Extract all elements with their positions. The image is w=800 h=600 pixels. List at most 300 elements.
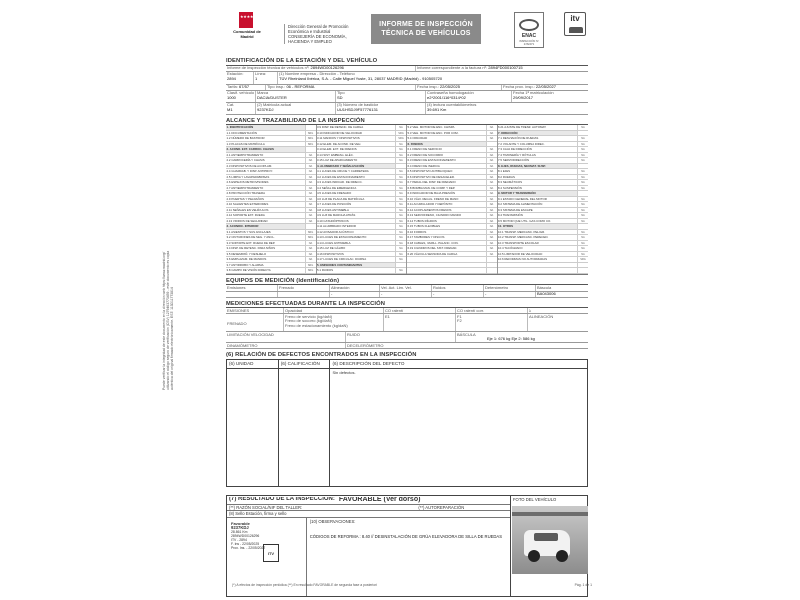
- alcance-item-mark: NA: [395, 241, 406, 246]
- alcance-item-label: 10. OTROS: [498, 224, 578, 229]
- defects-col-description: (6) DESCRIPCIÓN DEL DEFECTO: [332, 360, 405, 366]
- alcance-item-label: 6.20 VÁLVULA SENSORA DE CARGA: [407, 251, 458, 256]
- alcance-item-mark: NA: [395, 268, 406, 273]
- alcance-item-mark: NA: [486, 153, 497, 158]
- alcance-item-label: 4.4 SEÑAL DE EMERGENCIA: [317, 185, 357, 190]
- alcance-item-label: 4.1 LUCES DE CRUCE Y CARRETERA: [317, 169, 369, 174]
- alcance-item-mark: NA: [577, 136, 588, 141]
- alcance-item-label: 4.3 LUCES INDICAD. DE DIRECC.: [317, 180, 363, 185]
- alcance-item-label: 7.3 CAJA DE DIRECCIÓN: [498, 147, 532, 152]
- alcance-item-mark: NA: [577, 186, 588, 191]
- alcance-item-mark: SRG: [305, 235, 316, 240]
- e1-label: E1: [385, 314, 390, 319]
- alcance-item-mark: NA: [305, 169, 316, 174]
- alcance-item-mark: NA: [395, 197, 406, 202]
- alcance-item-label: 5.2 VEH. MOTOR DE ENC. CHISPA: [407, 125, 455, 130]
- alcance-item-label: 9.1 ESTADO GENERAL DEL MOTOR: [498, 196, 547, 201]
- observations-label: (10) OBSERVACIONES:: [309, 518, 356, 524]
- vehicle-class: 1000: [227, 94, 236, 100]
- license-plate: 9237KDJ: [257, 106, 274, 112]
- alcance-item-mark: SRG: [305, 263, 316, 268]
- alcance-item-mark: [486, 142, 497, 147]
- alcance-item-label: 6.7 PEDAL DEL DISP. DE FRENADO: [407, 180, 456, 185]
- alcance-item-label: 3.13 ELEM. EXT. DE FRENOS: [317, 147, 357, 152]
- alcance-item-mark: NA: [486, 224, 497, 229]
- brake-e1: [384, 314, 456, 331]
- alcance-item-mark: [305, 224, 316, 229]
- alcance-item-mark: NA: [486, 164, 497, 169]
- org-name: Comunidad de Madrid: [233, 29, 261, 39]
- class-cell: [226, 91, 256, 102]
- alcance-item-label: 1. IDENTIFICACIÓN: [226, 125, 305, 130]
- alcance-item-mark: NA: [305, 158, 316, 163]
- tariff-cell: [226, 85, 266, 90]
- next-insp-date: 22/05/2027: [535, 84, 556, 89]
- brake-types: [284, 314, 384, 331]
- alcance-item-mark: NA: [395, 175, 406, 180]
- alcance-item-label: 6. FRENOS: [407, 142, 486, 147]
- stamp-title: Favorable: [231, 520, 250, 526]
- enac-logo: [514, 12, 544, 48]
- alcance-item-label: [407, 257, 486, 262]
- side-note-line: utilizando el código seguro de verificación (CSV) 1279463773459 - este documento es copia: [166, 250, 171, 390]
- alcance-item-label: 1.3 PLACAS DE MATRÍCULA: [226, 141, 265, 146]
- braking-label: FRENADO: [226, 314, 284, 331]
- alcance-item-label: 8.1 EJES: [498, 169, 511, 174]
- alcance-item-label: 8. EJES, RUEDAS, NEUMAT. SUSP.: [498, 164, 578, 169]
- alcance-item-label: 2.4 GUARDAB. Y DISP. ANTIPROY.: [226, 169, 273, 174]
- alcance-item-mark: NA: [305, 191, 316, 196]
- report-title: [371, 14, 481, 44]
- alcance-item-mark: NA: [486, 175, 497, 180]
- alcance-item-mark: NA: [305, 175, 316, 180]
- equipment-col-detenometer: Detenómetro: [484, 285, 536, 290]
- alcance-item-mark: NA: [577, 208, 588, 213]
- opacity-label: Opacidad: [284, 308, 384, 313]
- alcance-item-mark: NA: [486, 180, 497, 185]
- lambda-label: λ: [529, 308, 531, 313]
- alcance-item-mark: NA: [395, 169, 406, 174]
- car-wheel-icon: [556, 550, 568, 562]
- scale-cell: [456, 332, 588, 342]
- category-label: Cat.: [227, 102, 235, 108]
- alcance-item-mark: NA: [577, 252, 588, 257]
- alcance-item-mark: NA: [395, 125, 406, 130]
- alcance-item-label: 1.2 NÚMERO DE BASTIDOR: [226, 136, 265, 141]
- alcance-item-mark: NA: [486, 131, 497, 136]
- equipment-value: -: [380, 292, 432, 297]
- alcance-item-mark: SRG: [395, 131, 406, 136]
- directorate-line: HACIENDA Y EMPLEO: [288, 39, 332, 44]
- defects-section-title: (6) RELACIÓN DE DEFECTOS ENCONTRADOS EN LA INSPECCIÓN: [226, 352, 417, 359]
- alcance-item-label: 3.6 EMPLAZAM. DE MANDOS: [226, 257, 267, 262]
- alcance-item-mark: NA: [577, 235, 588, 240]
- insp-date-label: Fecha insp.:: [417, 84, 439, 89]
- alcance-item-label: [407, 268, 486, 273]
- defects-unit-cell: [227, 369, 279, 486]
- enac-label: ENAC: [521, 33, 537, 39]
- alcance-item-label: 9.2 SISTEMA DE ALIMENTACIÓN: [498, 202, 543, 207]
- alcance-item-label: 3.9 DISP. DE RETENC. DE CARGA: [317, 125, 364, 130]
- alcance-item-mark: NA: [486, 246, 497, 251]
- alcance-item-label: 8.3 NEUMÁTICOS: [498, 180, 523, 185]
- defects-table-header: [226, 359, 588, 369]
- alcance-column: [498, 125, 589, 274]
- alcance-item-label: 3.12 ELEM. DE ACOND. DE VEH.: [317, 141, 362, 146]
- equipment-value: [278, 292, 330, 297]
- equipment-value: -: [432, 292, 484, 297]
- alcance-item-mark: SRG: [577, 257, 588, 262]
- alcance-item-mark: NA: [395, 186, 406, 191]
- alcance-section-title: ALCANCE Y TRAZABILIDAD DE LA INSPECCIÓN: [226, 117, 588, 126]
- alcance-item-mark: [486, 268, 497, 273]
- alcance-item-label: 2.5 LIMPIA Y LAVAPARABRISAS: [226, 174, 270, 179]
- measurements-section-title: MEDICIONES EFECTUADAS DURANTE LA INSPECCIÓN: [226, 300, 588, 309]
- alcance-item-label: 4.2 LUCES DE ESTACIONAMIENTO: [317, 174, 365, 179]
- alcance-item-label: 7.5 SERVODIRECCIÓN: [498, 158, 530, 163]
- alcance-item-label: 3.11 MANDOS Y DISPOSITIVOS: [317, 136, 360, 141]
- alcance-item-mark: NA: [305, 180, 316, 185]
- report-title-line: INFORME DE INSPECCIÓN: [379, 21, 473, 28]
- alcance-item-mark: NA: [577, 213, 588, 218]
- alcance-item-mark: NA: [305, 197, 316, 202]
- alcance-item-mark: NA: [486, 219, 497, 224]
- line-cell: [254, 72, 278, 84]
- alcance-item-label: 6.14 TUBOS RÍGIDOS: [407, 218, 437, 223]
- rescue-brake-label: Freno de socorro (kg/daN): [285, 318, 332, 324]
- photo-background-bar: [512, 512, 588, 516]
- alcance-column: [407, 125, 498, 274]
- alcance-item-mark: NA: [305, 219, 316, 224]
- stamp-line: Prox. Ins. - 22/05/2027: [231, 545, 266, 550]
- side-note-line: Puede verificar la integridad de este documento en la dirección web https://www.madrid.org/: [162, 251, 166, 390]
- tariff: 67/57: [239, 84, 250, 89]
- alcance-item-label: 6.17 TAMBORES Y DISCOS: [407, 235, 445, 240]
- alcance-item-label: 4. ALUMBRADO Y SEÑALIZACIÓN: [317, 164, 396, 169]
- alcance-item-label: [407, 263, 486, 268]
- alcance-item-label: 2.10 SALIENTES EXTERIORES: [226, 202, 269, 207]
- speed-limit-label: LIMITACIÓN VELOCIDAD: [226, 332, 346, 342]
- alcance-item-label: 5.4 OPACIDAD: [407, 136, 428, 141]
- alcance-item-mark: [305, 125, 316, 130]
- type-cell: [336, 91, 426, 102]
- alcance-item-mark: [577, 263, 588, 268]
- alcance-item: [407, 268, 497, 274]
- report-number-cell: [226, 66, 416, 71]
- alcance-item: [226, 268, 316, 274]
- alcance-item-label: 1.1 DOCUMENTACIÓN: [226, 130, 257, 135]
- alcance-item-mark: NA: [395, 191, 406, 196]
- alcance-item-mark: NA: [395, 142, 406, 147]
- alcance-item-label: 4.6 LUZ DE PLACA DE MATRÍCULA: [317, 196, 365, 201]
- alcance-item-label: 4.5 LUCES DE FRENADO: [317, 191, 352, 196]
- equipment-value-row: [226, 292, 588, 298]
- alcance-item-label: 3. ACONDIC. INTERIOR: [226, 224, 305, 229]
- equipment-col-speed: Vel. Act. Lim. Vel.: [380, 285, 432, 290]
- directorate-text: [284, 24, 374, 44]
- alcance-item-mark: SRG: [305, 131, 316, 136]
- id-row-vehicle: [226, 91, 588, 103]
- alcance-item-mark: NA: [577, 180, 588, 185]
- alcance-item-mark: NA: [577, 169, 588, 174]
- alcance-item-mark: [577, 224, 588, 229]
- invoice-number: 2894FD000100715: [488, 65, 523, 70]
- alcance-item-mark: NA: [486, 158, 497, 163]
- alcance-item-label: 2.9 PUERTAS Y PELDAÑOS: [226, 196, 264, 201]
- alcance-item-mark: NA: [486, 230, 497, 235]
- homologation-label: Contraseña homologación: [427, 90, 474, 96]
- alcance-item-mark: NA: [395, 153, 406, 158]
- vehicle-category: M1: [227, 106, 233, 112]
- f2-label: F2: [457, 318, 462, 324]
- vehicle-photo: [512, 506, 588, 574]
- vin-cell: [336, 103, 426, 114]
- alcance-item-label: 6.15 TUBOS FLEXIBLES: [407, 224, 441, 229]
- co-label: CO ralentí: [384, 308, 456, 313]
- alcance-item-label: 7. DIRECCIÓN: [498, 131, 578, 136]
- alcance-item-mark: NA: [486, 125, 497, 130]
- service-brake-label: Freno de servicio (kg/daN): [285, 314, 333, 319]
- category-cell: [226, 103, 256, 114]
- alcance-item-label: 6.11 ACUMULADOR Y DEPÓSITO: [407, 202, 453, 207]
- alcance-item-label: 6.3 FRENO DE ESTACIONAMIENTO: [407, 158, 456, 163]
- alcance-item-label: 3.3 SOPORTE EXT. RUEDA DE REP.: [226, 240, 276, 245]
- alcance-item-label: 3.2 CINTURONES DE SEG. Y ANCL.: [226, 235, 275, 240]
- homologation-cell: [426, 91, 512, 102]
- alcance-item-label: 3.15 LUZ DE APARCAMIENTO: [317, 158, 358, 163]
- alcance-item-label: 4.8 LUCES ANTINIEBLA: [317, 207, 349, 212]
- result-left: [227, 496, 511, 596]
- alcance-item-label: 3.10 INDICADOR DE VELOCIDAD: [317, 130, 362, 135]
- equipment-col-emissions: Emisiones: [226, 285, 278, 290]
- result-title: (7) RESULTADO DE LA INSPECCIÓN:: [229, 497, 335, 503]
- alcance-column: [226, 125, 317, 274]
- defects-description: Sin defectos.: [332, 369, 356, 375]
- alcance-item-mark: [395, 263, 406, 268]
- alcance-item-label: 7.4 TIMONERÍA Y RÓTULAS: [498, 152, 536, 157]
- alcance-item-label: 4.16 DISPOSITIVOS: [317, 251, 344, 256]
- first-reg-date: 29/09/2017: [513, 94, 534, 100]
- alcance-item-label: 6.16 FORROS: [407, 229, 427, 234]
- km-cell: [426, 103, 588, 114]
- equipment-col-alignment: Alineación: [330, 285, 380, 290]
- alcance-item-label: 10.2 TRANSP. MERCANC. PERECED.: [498, 235, 549, 240]
- alcance-item-label: 6.2 FRENO DE SOCORRO: [407, 152, 443, 157]
- alcance-column: [317, 125, 408, 274]
- itv-label: itv: [570, 14, 580, 23]
- alcance-item-mark: NA: [305, 186, 316, 191]
- alcance-item-label: 6.13 SERVOFRENO, CILINDRO MANDO: [407, 213, 462, 218]
- stamp-line: F. Ins - 22/05/2025: [231, 541, 260, 546]
- report-number: 2894WD00126296: [310, 65, 344, 70]
- first-reg-cell: [512, 91, 588, 102]
- page-footer: [232, 583, 592, 587]
- directorate-line: Económica e Industrial: [288, 29, 331, 34]
- alcance-item-mark: NA: [395, 158, 406, 163]
- result-verdict: FAVORABLE (Ver dorso): [338, 497, 421, 503]
- plate-cell: [256, 103, 336, 114]
- alcance-item-mark: NA: [395, 213, 406, 218]
- alcance-item-mark: [577, 131, 588, 136]
- odometer-reading: 39.691 Km: [427, 106, 447, 112]
- alcance-item-label: 3.7 ANTIRROBO Y ALARMA: [226, 262, 264, 267]
- alcance-item-mark: NA: [577, 158, 588, 163]
- decelerometer-label: DECELERÓMETRO: [347, 343, 384, 348]
- result-section: [226, 495, 588, 597]
- equipment-col-noise: Ruidos: [432, 285, 484, 290]
- alcance-item-label: 6.5 DISPOSITIVO ANTIBLOQUEO: [407, 169, 453, 174]
- alcance-item-mark: NA: [395, 230, 406, 235]
- identification-section-title: IDENTIFICACIÓN DE LA ESTACIÓN Y DEL VEHÍCULO: [226, 57, 588, 66]
- type-label: Tipo: [337, 90, 345, 96]
- alcance-item-mark: NA: [486, 202, 497, 207]
- alcance-item-mark: [577, 268, 588, 273]
- first-reg-label: Fecha 1ª matriculación: [513, 90, 554, 96]
- alcance-item-mark: NA: [305, 257, 316, 262]
- directorate-line: Dirección General de Promoción: [288, 24, 349, 29]
- next-insp-label: Fecha prox. insp.:: [503, 84, 535, 89]
- alcance-item-label: 9. MOTOR Y TRANSMISIÓN: [498, 191, 578, 196]
- id-row-plate: [226, 103, 588, 115]
- report-title-line: TÉCNICA DE VEHÍCULOS: [381, 30, 471, 37]
- observations-text: CÓDIGOS DE REFORMA : 8.40 // DESINSTALACIÓN DE GRÚA ELEVADORA DE SILLA DE RUEDAS: [309, 533, 503, 539]
- vehicle-type: SD: [337, 94, 343, 100]
- footer-note: (*) A efectos de inspección periódica (**) En resultado FAVORABLE de segunda fase a posteriori: [232, 583, 378, 587]
- alcance-item-mark: NA: [395, 246, 406, 251]
- alcance-item-label: 4.10 CATADIÓPTRICOS: [317, 218, 349, 223]
- f1-label: F1: [457, 314, 462, 319]
- alcance-item-label: 2.2 CARROCERÍA Y CHASIS: [226, 158, 265, 163]
- alcance-item-label: 4.9 LUZ DE MARCHA ATRÁS: [317, 213, 356, 218]
- alcance-item-mark: NA: [486, 191, 497, 196]
- vin-label: (3) Número de bastidor: [337, 102, 379, 108]
- alcance-item-label: [498, 263, 578, 268]
- alcance-item-mark: SRG: [305, 230, 316, 235]
- alcance-item-label: 4.12 AVISADOR ACÚSTICO: [317, 229, 354, 234]
- verification-side-note: [162, 190, 175, 390]
- insp-type: 06 - REFORMA: [286, 84, 315, 89]
- alcance-item-label: 2.11 SEÑALES EN VEHÍCULOS: [226, 207, 269, 212]
- defects-col-unit: (6) UNIDAD: [227, 360, 279, 368]
- alcance-item: [317, 268, 407, 274]
- alcance-item-mark: NA: [305, 208, 316, 213]
- alcance-item-mark: NA: [577, 175, 588, 180]
- alcance-item-label: 4.11 ALUMBRADO INTERIOR: [317, 224, 356, 229]
- alcance-item-label: 2.3 DISPOSITIVOS DE ACOPLAM.: [226, 163, 273, 168]
- alcance-item-mark: NA: [486, 186, 497, 191]
- alcance-item-mark: NA: [577, 241, 588, 246]
- equipment-section-title: EQUIPOS DE MEDICIÓN (Identificación): [226, 277, 588, 286]
- self-repair-label: (**) AUTOREPARACIÓN: [418, 504, 465, 510]
- alcance-item-label: 6.6 DISPOSITIVO DE DESACELER.: [407, 174, 455, 179]
- station-stamp: [231, 522, 287, 584]
- alcance-item-label: 9.3 SISTEMA DE ESCAPE: [498, 207, 533, 212]
- station-number: 2894: [227, 75, 236, 81]
- alcance-item-label: 9.4 TRANSMISIÓN: [498, 213, 523, 218]
- alcance-item-mark: SRG: [395, 136, 406, 141]
- alcance-item-mark: NA: [486, 136, 497, 141]
- tariff-label: Tarifa:: [227, 84, 238, 89]
- alcance-item-mark: NA: [577, 230, 588, 235]
- alcance-item-label: 3.5 DESEMPAÑ. Y DESHIELO: [226, 251, 267, 256]
- alcance-item-mark: SRG: [305, 142, 316, 147]
- company-label: (1) Nombre empresa - Dirección - Teléfono: [279, 71, 355, 76]
- alcance-item-label: 2.13 VIDRIOS DE SEGURIDAD: [226, 218, 268, 223]
- alcance-item-label: 5.1 RUIDOS: [317, 268, 334, 273]
- alcance-item-mark: SRG: [305, 136, 316, 141]
- brand-cell: [256, 91, 336, 102]
- meas-row-braking: [226, 314, 588, 332]
- alcance-item-mark: NA: [305, 213, 316, 218]
- alcance-item-label: 2.8 PROTECCIÓN TRASERA: [226, 191, 265, 196]
- station-label: Estación:: [227, 71, 244, 76]
- alcance-item-label: 6.12 ACOPLAMIENTOS FRENOS: [407, 207, 452, 212]
- stamp-line: 28.861 Km: [231, 529, 248, 534]
- alcance-item-mark: NA: [486, 169, 497, 174]
- alcance-item-label: 2.1 ANTIEMPOTRAMIENTO: [226, 152, 264, 157]
- alcance-item-label: 6.21 AJUSTE DE TRENZ. AUTOMAT.: [498, 125, 547, 130]
- alcance-item-mark: NA: [486, 208, 497, 213]
- itv-logo: [564, 12, 586, 36]
- directorate-line: CONSEJERÍA DE ECONOMÍA,: [288, 34, 347, 39]
- scale-value: Eje 1: 676 kg Eje 2: 586 kg: [487, 336, 535, 342]
- alcance-item-mark: NA: [395, 257, 406, 262]
- alcance-item-mark: NA: [577, 219, 588, 224]
- company-cell: [278, 72, 588, 84]
- defects-col-qualification: (6) CALIFICACIÓN: [279, 360, 331, 368]
- alcance-item-label: 7.2 VOLANTE Y COLUMNA DIREC.: [498, 141, 545, 146]
- alcance-item-label: 7.1 DESVIACIÓN DE RUEDAS: [498, 136, 539, 141]
- alcance-item-label: 4.17 LUCES DE CIRCULAC. DIURNA: [317, 257, 367, 262]
- car-wheel-icon: [528, 550, 540, 562]
- alcance-item-label: 6.18 CABLES, VARILL. PALANC. CON.: [407, 240, 459, 245]
- alcance-item-label: 2. ACOND. EXT. CARROC. CHASIS: [226, 147, 305, 152]
- alcance-item-label: 4.7 LUCES DE POSICIÓN: [317, 202, 352, 207]
- alcance-item-mark: [486, 263, 497, 268]
- emissions-label: EMISIONES: [226, 308, 284, 313]
- alcance-item-label: 5. EMISIONES CONTAMINANTES: [317, 263, 396, 268]
- defects-qual-cell: [279, 369, 331, 486]
- alcance-item-mark: NA: [486, 197, 497, 202]
- car-icon: [569, 27, 583, 33]
- alignment-cell: [528, 314, 588, 331]
- car-window-icon: [534, 533, 558, 541]
- equipment-value: [226, 292, 278, 297]
- brake-f: [456, 314, 528, 331]
- alcance-item-label: 10.6 REFORMAS NO AUTORIZADAS: [498, 257, 548, 262]
- homologation: e2*2001/116*0314*02: [427, 94, 466, 100]
- insp-date: 22/05/2025: [439, 84, 460, 89]
- alcance-item-mark: NA: [486, 147, 497, 152]
- stamp-plate: 9237KDJ: [231, 524, 249, 530]
- alcance-item-label: 6.1 FRENO DE SERVICIO: [407, 147, 442, 152]
- alcance-item: [498, 268, 589, 274]
- noise-label: RUIDO: [346, 332, 456, 342]
- alcance-item-label: 6.19 CILINDROS DEL SIST. FRENAD.: [407, 246, 458, 251]
- defects-table-body: [226, 369, 588, 487]
- alcance-item-label: 4.13 LUCES DE ESTACIONAMIENTO: [317, 235, 367, 240]
- alcance-item-label: 6.8 BOMBA MAN. DE COMP. Y DEP.: [407, 185, 456, 190]
- equipment-col-scale: Báscula: [537, 285, 552, 290]
- enac-ring-icon: [519, 19, 539, 31]
- alcance-item-label: 6.10 VÁLV. REGUL. FRENO DE MANO: [407, 196, 459, 201]
- alcance-item-mark: NA: [395, 224, 406, 229]
- report-number-label: Informe de inspección técnica de vehículos nº:: [227, 65, 310, 70]
- alcance-item-mark: NA: [395, 219, 406, 224]
- alcance-item-mark: NA: [577, 147, 588, 152]
- alcance-item-mark: NA: [305, 246, 316, 251]
- alcance-item-mark: NA: [305, 164, 316, 169]
